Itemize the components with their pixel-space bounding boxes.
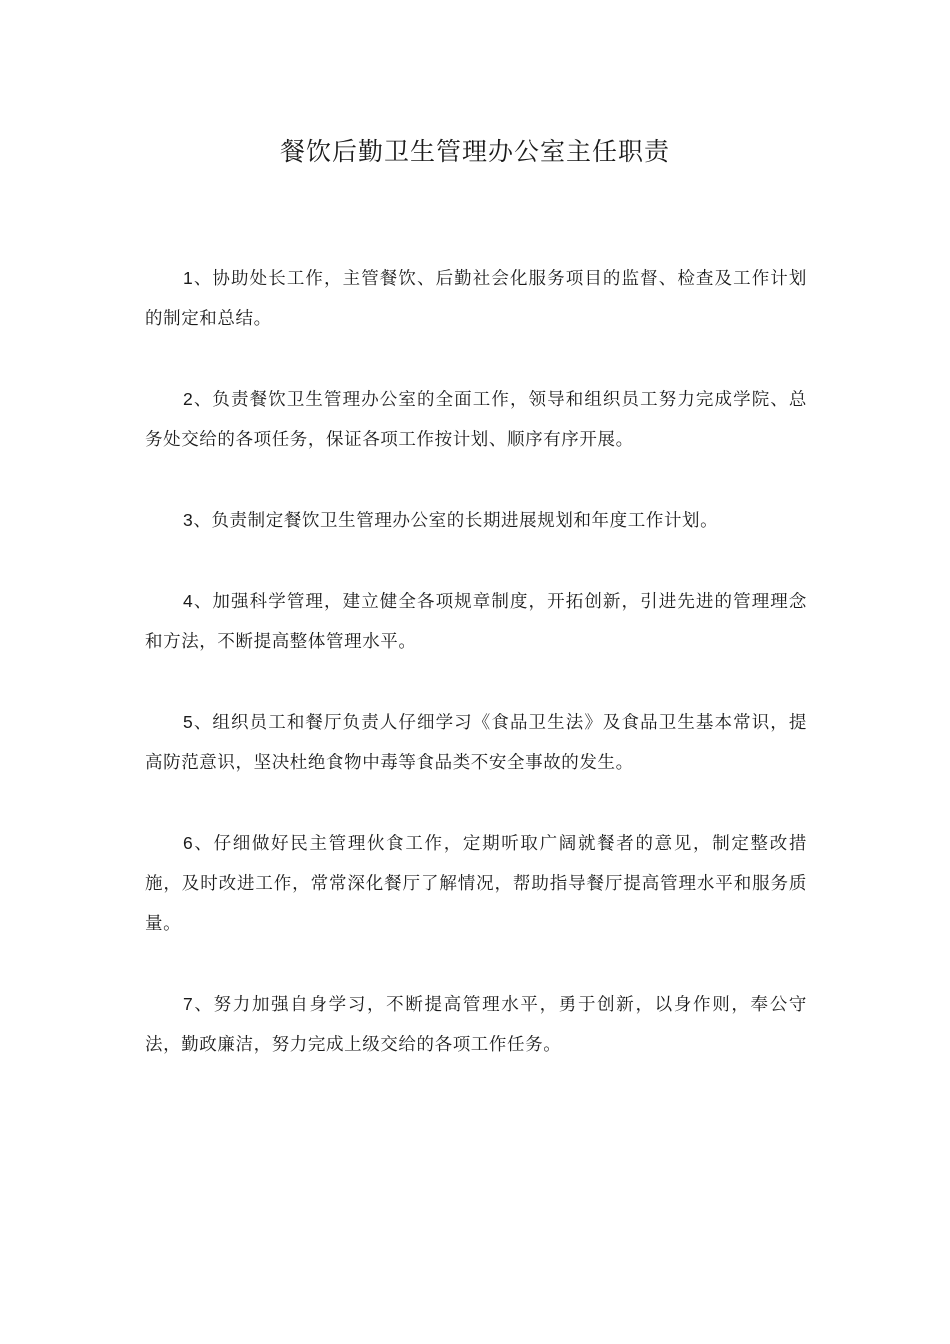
paragraph-text: 、负责餐饮卫生管理办公室的全面工作，领导和组织员工努力完成学院、总务处交给的各项任务，保证各项工作按计划、顺序有序开展。 bbox=[145, 390, 807, 450]
paragraph-4 bbox=[145, 581, 807, 662]
paragraph-number: 1 bbox=[183, 268, 194, 288]
paragraph-text: 、仔细做好民主管理伙食工作，定期听取广阔就餐者的意见，制定整改措施，及时改进工作，常常深化餐厅了解情况，帮助指导餐厅提高管理水平和服务质量。 bbox=[145, 834, 807, 934]
paragraph-text: 、加强科学管理，建立健全各项规章制度，开拓创新，引进先进的管理理念和方法，不断提高整体管理水平。 bbox=[145, 592, 807, 652]
paragraph-text: 、协助处长工作，主管餐饮、后勤社会化服务项目的监督、检查及工作计划的制定和总结。 bbox=[145, 269, 807, 329]
document-body bbox=[145, 258, 807, 1105]
paragraph-number: 3 bbox=[183, 510, 194, 530]
paragraph-5 bbox=[145, 702, 807, 783]
paragraph-6 bbox=[145, 823, 807, 944]
paragraph-number: 7 bbox=[183, 994, 194, 1014]
document-title: 餐饮后勤卫生管理办公室主任职责 bbox=[279, 137, 670, 166]
paragraph-1 bbox=[145, 258, 807, 339]
paragraph-text: 、组织员工和餐厅负责人仔细学习《食品卫生法》及食品卫生基本常识，提高防范意识，坚决杜绝食物中毒等食品类不安全事故的发生。 bbox=[145, 713, 807, 773]
paragraph-text: 、负责制定餐饮卫生管理办公室的长期进展规划和年度工作计划。 bbox=[193, 511, 719, 531]
paragraph-number: 2 bbox=[183, 389, 194, 409]
paragraph-3 bbox=[145, 500, 807, 541]
paragraph-number: 4 bbox=[183, 591, 194, 611]
paragraph-7 bbox=[145, 984, 807, 1065]
paragraph-text: 、努力加强自身学习，不断提高管理水平，勇于创新，以身作则，奉公守法，勤政廉洁，努力完成上级交给的各项工作任务。 bbox=[145, 995, 807, 1055]
paragraph-number: 5 bbox=[183, 712, 194, 732]
paragraph-number: 6 bbox=[183, 833, 194, 853]
paragraph-2 bbox=[145, 379, 807, 460]
